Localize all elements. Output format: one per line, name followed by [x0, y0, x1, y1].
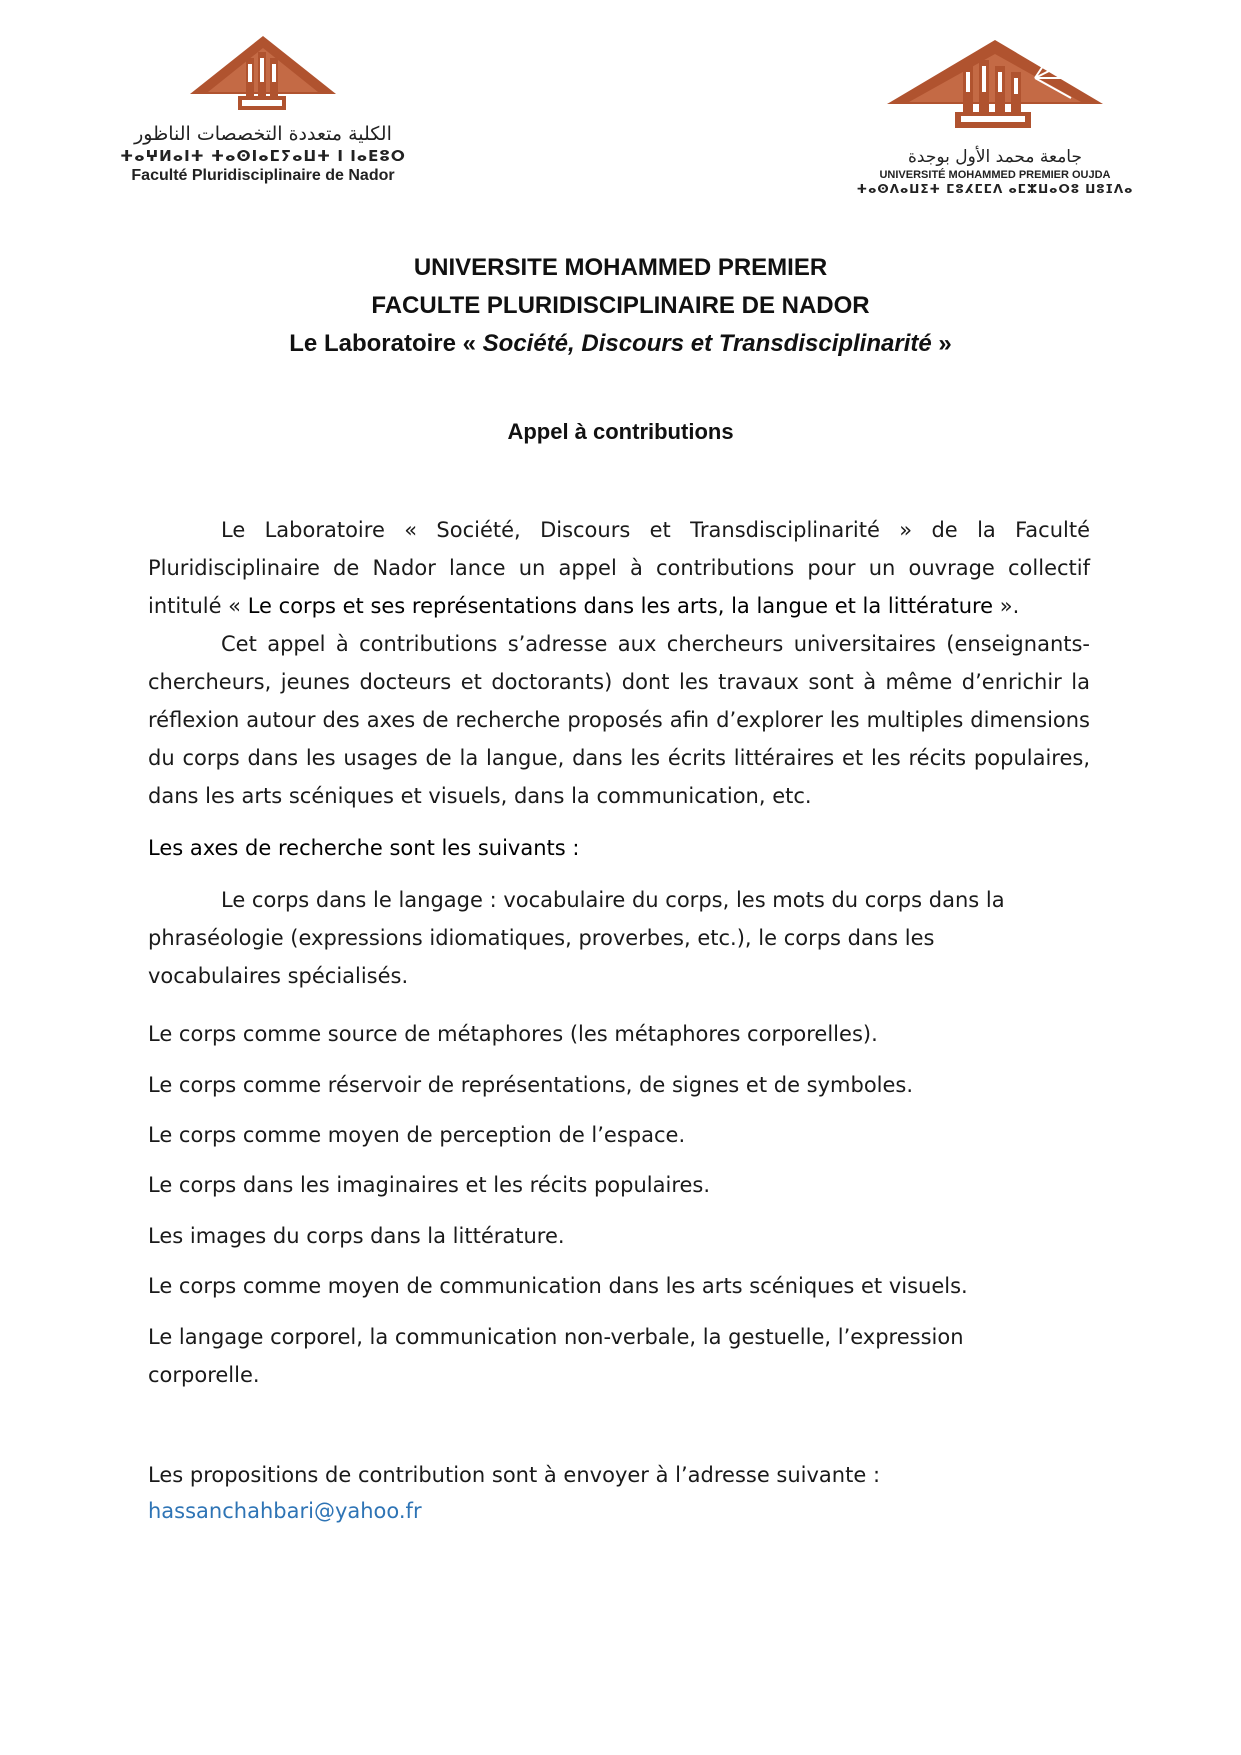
book-title: Le corps et ses représentations dans les arts, la langue et la littérature — [247, 594, 994, 618]
university-tifinagh-name: ⵜⴰⵙⴷⴰⵡⵉⵜ ⵎⵓⵃⵎⵎⴷ ⴰⵎⵣⵡⴰⵔⵓ ⵡⵓⵊⴷⴰ — [856, 182, 1134, 197]
university-heading: UNIVERSITE MOHAMMED PREMIER — [413, 254, 828, 281]
axis-item: Les images du corps dans la littérature. — [148, 1224, 565, 1248]
contact-block — [148, 1492, 422, 1530]
intro-paragraph-2: Cet appel à contributions s’adresse aux chercheurs universitaires (enseignants-chercheurs, jeunes docteurs et doctorants) dont les travaux sont à même d’enrichir la réflexion autour des axes de recherche proposés afin d’explorer les multiples dimensions du corps dans les usages de la langue, dans les écrits littéraires et les récits populaires, dans les arts scéniques et visuels, dans la communication, etc. — [148, 632, 1090, 808]
faculty-logo-block — [78, 34, 448, 187]
lab-suffix: » — [931, 330, 952, 357]
intro-text-start: Le Laboratoire « Société, Discours et Transdisciplinarité » de la Faculté Pluridisciplinaire de Nador lance un appel à contributions pour un ouvrage collectif intitulé « — [148, 518, 1090, 618]
axis-item: Le corps comme réservoir de représentations, de signes et de symboles. — [148, 1073, 914, 1097]
lab-prefix: Le Laboratoire « — [289, 330, 483, 357]
university-logo-block — [845, 38, 1145, 198]
lab-name: Société, Discours et Transdisciplinarité — [482, 330, 932, 357]
contact-text: Les propositions de contribution sont à envoyer à l’adresse suivante : — [148, 1463, 881, 1487]
axis-item: Le corps comme moyen de perception de l’espace. — [148, 1123, 686, 1147]
intro-paragraph-1 — [148, 511, 1090, 625]
faculty-arabic-name: الكلية متعددة التخصصات الناظور — [134, 123, 392, 145]
university-logo-icon — [885, 38, 1105, 144]
faculty-french-name: Faculté Pluridisciplinaire de Nador — [131, 167, 395, 185]
axes-title: Les axes de recherche sont les suivants : — [148, 836, 580, 860]
faculty-heading: FACULTE PLURIDISCIPLINAIRE DE NADOR — [371, 292, 870, 319]
axis-item: Le langage corporel, la communication non-verbale, la gestuelle, l’expression corporelle. — [148, 1325, 964, 1387]
faculty-tifinagh-name: ⵜⴰⵖⵍⴰⵏⵜ ⵜⴰⵙⵏⴰⵎⵢⴰⵡⵜ ⵏ ⵏⴰⴹⵓⵔ — [120, 146, 406, 165]
contact-email-link[interactable]: hassanchahbari@yahoo.fr — [148, 1499, 422, 1523]
university-arabic-name: جامعة محمد الأول بوجدة — [908, 147, 1082, 167]
intro-text-end: ». — [993, 594, 1020, 618]
university-french-name: UNIVERSITÉ MOHAMMED PREMIER OUJDA — [879, 169, 1111, 182]
laboratory-heading — [0, 330, 1241, 358]
axis-item-language: Le corps dans le langage : vocabulaire du corps, les mots du corps dans la phraséologie (expressions idiomatiques, proverbes, etc.), le corps dans les vocabulaires spécialisés. — [148, 888, 1005, 988]
axis-item: Le corps comme source de métaphores (les métaphores corporelles). — [148, 1022, 878, 1046]
axis-item: Le corps comme moyen de communication dans les arts scéniques et visuels. — [148, 1274, 968, 1298]
axis-item: Le corps dans les imaginaires et les récits populaires. — [148, 1173, 711, 1197]
faculty-logo-icon — [188, 34, 338, 120]
call-title: Appel à contributions — [507, 419, 734, 444]
